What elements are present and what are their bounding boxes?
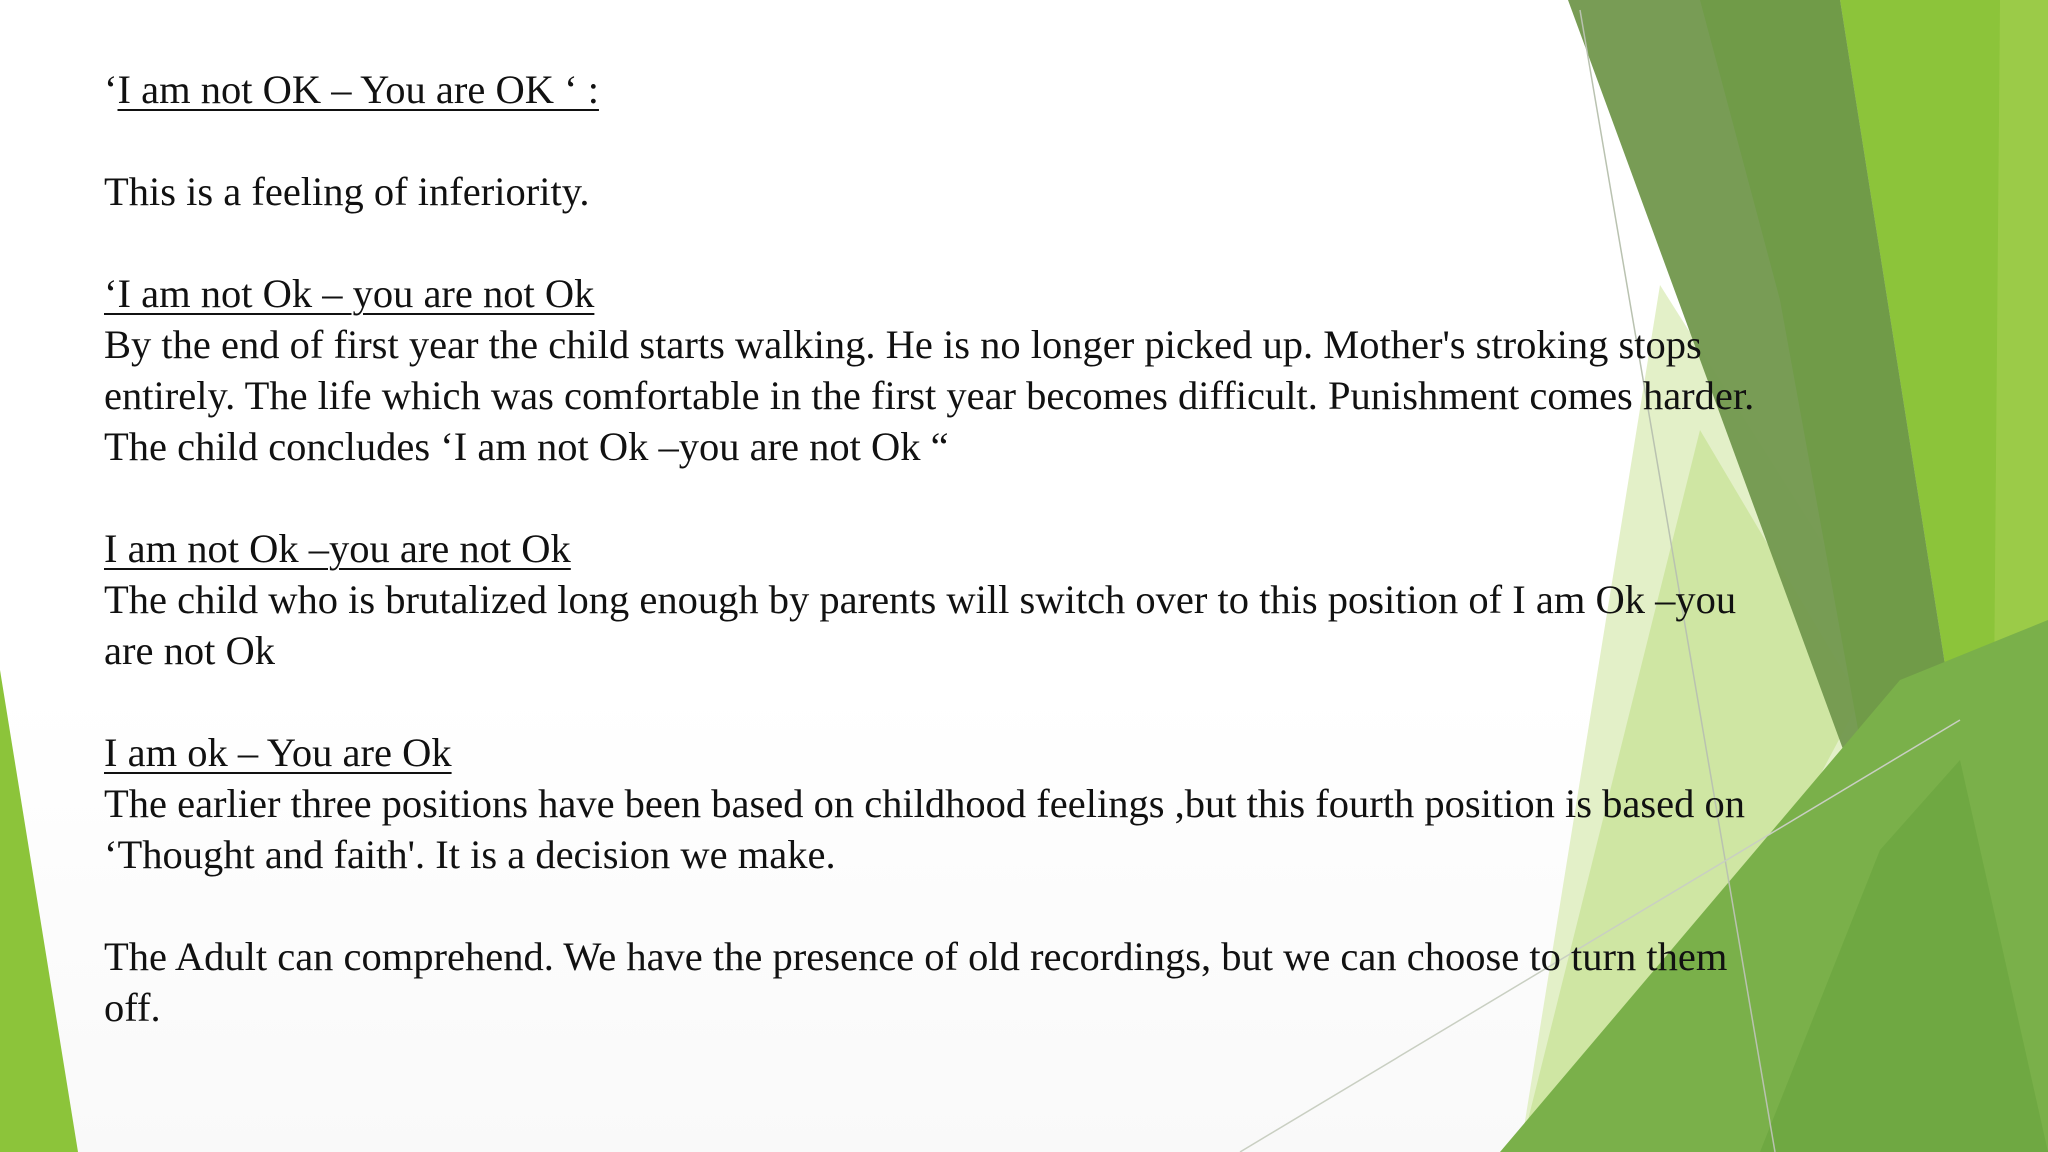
left-green-facet (0, 670, 78, 1152)
spacer (104, 115, 1864, 166)
body-line: ‘Thought and faith'. It is a decision we make. (104, 832, 836, 877)
slide-text (104, 64, 1864, 1033)
section-heading-line (104, 64, 1864, 115)
section-position-2 (104, 268, 1864, 472)
body-line: By the end of first year the child starts walking. He is no longer picked up. Mother's stroking stops (104, 322, 1702, 367)
quote-mark: ‘ (104, 67, 118, 112)
section-heading: I am not OK – You are OK ‘ : (117, 67, 599, 112)
section-position-3 (104, 523, 1864, 676)
body-line: The earlier three positions have been based on childhood feelings ,but this fourth position is based on (104, 781, 1746, 826)
spacer (104, 217, 1864, 268)
body-line: The Adult can comprehend. We have the presence of old recordings, but we can choose to turn them (104, 934, 1728, 979)
body-line: off. (104, 985, 161, 1030)
section-adult (104, 931, 1864, 1033)
spacer (104, 472, 1864, 523)
body-line: This is a feeling of inferiority. (104, 169, 590, 214)
section-heading: ‘I am not Ok – you are not Ok (104, 271, 595, 316)
body-line: The child concludes ‘I am not Ok –you are not Ok “ (104, 424, 949, 469)
section-heading: I am ok – You are Ok (104, 730, 452, 775)
body-line: entirely. The life which was comfortable in the first year becomes difficult. Punishment comes harder. (104, 373, 1755, 418)
spacer (104, 880, 1864, 931)
section-position-4 (104, 727, 1864, 880)
body-line: are not Ok (104, 628, 275, 673)
body-line: The child who is brutalized long enough by parents will switch over to this position of I am Ok –you (104, 577, 1737, 622)
section-inferiority (104, 166, 1864, 217)
section-heading: I am not Ok –you are not Ok (104, 526, 571, 571)
spacer (104, 676, 1864, 727)
section-position-1 (104, 64, 1864, 115)
